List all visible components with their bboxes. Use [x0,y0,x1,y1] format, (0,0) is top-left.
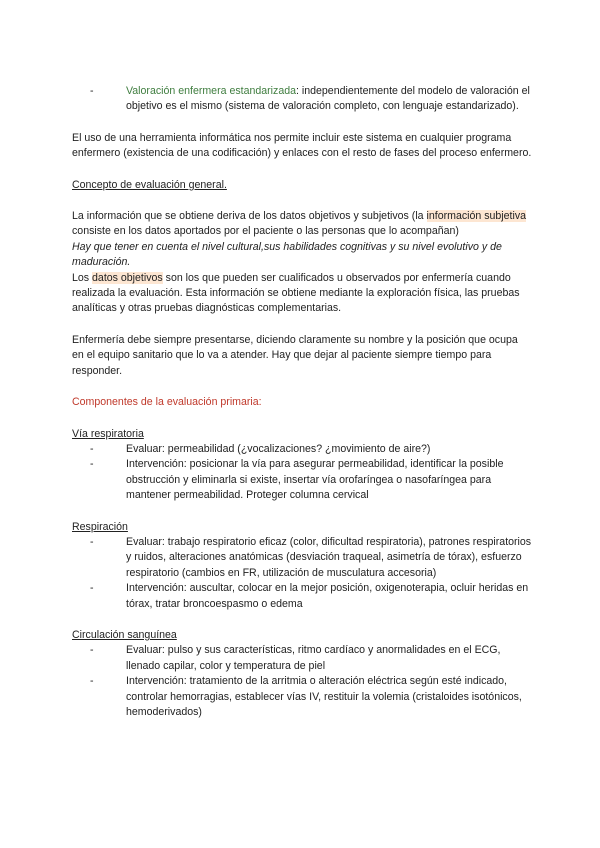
bullet-dash: - [90,85,94,97]
paragraph-datos-objetivos [72,271,532,317]
list-item [90,581,532,612]
list-item-text: Intervención: tratamiento de la arritmia o alteración eléctrica según esté indicado, controlar hemorragias, establecer vías IV, restituir la volemia (cristaloides isotónicos, hemoderivados) [126,675,522,718]
section-title-circulacion: Circulación sanguínea [72,628,177,641]
list-item-text: Evaluar: permeabilidad (¿vocalizaciones? ¿movimiento de aire?) [126,442,431,455]
paragraph-italic-note: Hay que tener en cuenta el nivel cultural,sus habilidades cognitivas y su nivel evolutivo y de maduración. [72,240,502,269]
list-item [90,457,532,503]
respiracion-list [72,535,532,612]
info-text-4: son los que pueden ser cualificados u observados por enfermería cuando realizada la evaluación. Esta información se obtiene mediante la exploración física, las pruebas analíticas y otras pruebas diagnósticas complementarias. [72,271,520,315]
intro-bullet-list [72,84,532,115]
circulacion-list [72,643,532,720]
term-description: : independientemente del modelo de valoración el objetivo es el mismo (sistema de valoración completo, con lenguaje estandarizado). [126,85,530,113]
info-text-2: consiste en los datos aportados por el paciente o las personas que lo acompañan) [72,225,459,238]
bullet-dash: - [90,458,94,471]
list-item [90,442,532,457]
paragraph-herramienta: El uso de una herramienta informática nos permite incluir este sistema en cualquier programa enfermero (existencia de una codificación) y enlaces con el resto de fases del proceso enfermero. [72,131,532,160]
list-item-text: Intervención: posicionar la vía para asegurar permeabilidad, identificar la posible obstrucción y eliminarla si existe, insertar vía orofaríngea o nasofaríngea para mantener permeabilidad. Proteger columna cervical [126,458,504,502]
info-text-1: La información que se obtiene deriva de los datos objetivos y subjetivos (la [72,210,427,223]
highlight-informacion-subjetiva: información subjetiva [426,210,527,223]
info-text-3: Los [72,271,93,284]
list-item-text: Evaluar: pulso y sus características, ritmo cardíaco y anormalidades en el ECG, llenado capilar, color y temperatura de piel [126,644,501,672]
section-title-via-respiratoria: Vía respiratoria [72,427,144,440]
bullet-dash: - [90,582,94,595]
list-item [90,84,532,115]
heading-concepto: Concepto de evaluación general. [72,178,227,191]
bullet-dash: - [90,442,94,455]
list-item-text: Evaluar: trabajo respiratorio eficaz (color, dificultad respiratoria), patrones respiratorios y ruidos, alteraciones anatómicas (desviación traqueal, asimetría de tórax), esfuerzo respiratorio (cambios en FR, utilización de musculatura accesoria) [126,535,532,579]
list-item-text: Intervención: auscultar, colocar en la mejor posición, oxigenoterapia, ocluir heridas en tórax, tratar broncoespasmo o edema [126,582,529,610]
list-item [90,674,532,720]
heading-componentes: Componentes de la evaluación primaria: [72,396,262,409]
list-item [90,643,532,674]
bullet-dash: - [90,675,94,688]
via-respiratoria-list [72,442,532,504]
bullet-dash: - [90,535,94,548]
bullet-dash: - [90,644,94,657]
document-page [72,84,532,720]
term-valoracion: Valoración enfermera estandarizada [126,85,296,97]
highlight-datos-objetivos: datos objetivos [92,271,163,284]
paragraph-informacion [72,209,532,240]
list-item [90,535,532,581]
paragraph-enfermeria: Enfermería debe siempre presentarse, diciendo claramente su nombre y la posición que ocupa en el equipo sanitario que lo va a atender. Hay que dejar al paciente siempre tiempo para responder. [72,333,518,377]
section-title-respiracion: Respiración [72,520,128,533]
